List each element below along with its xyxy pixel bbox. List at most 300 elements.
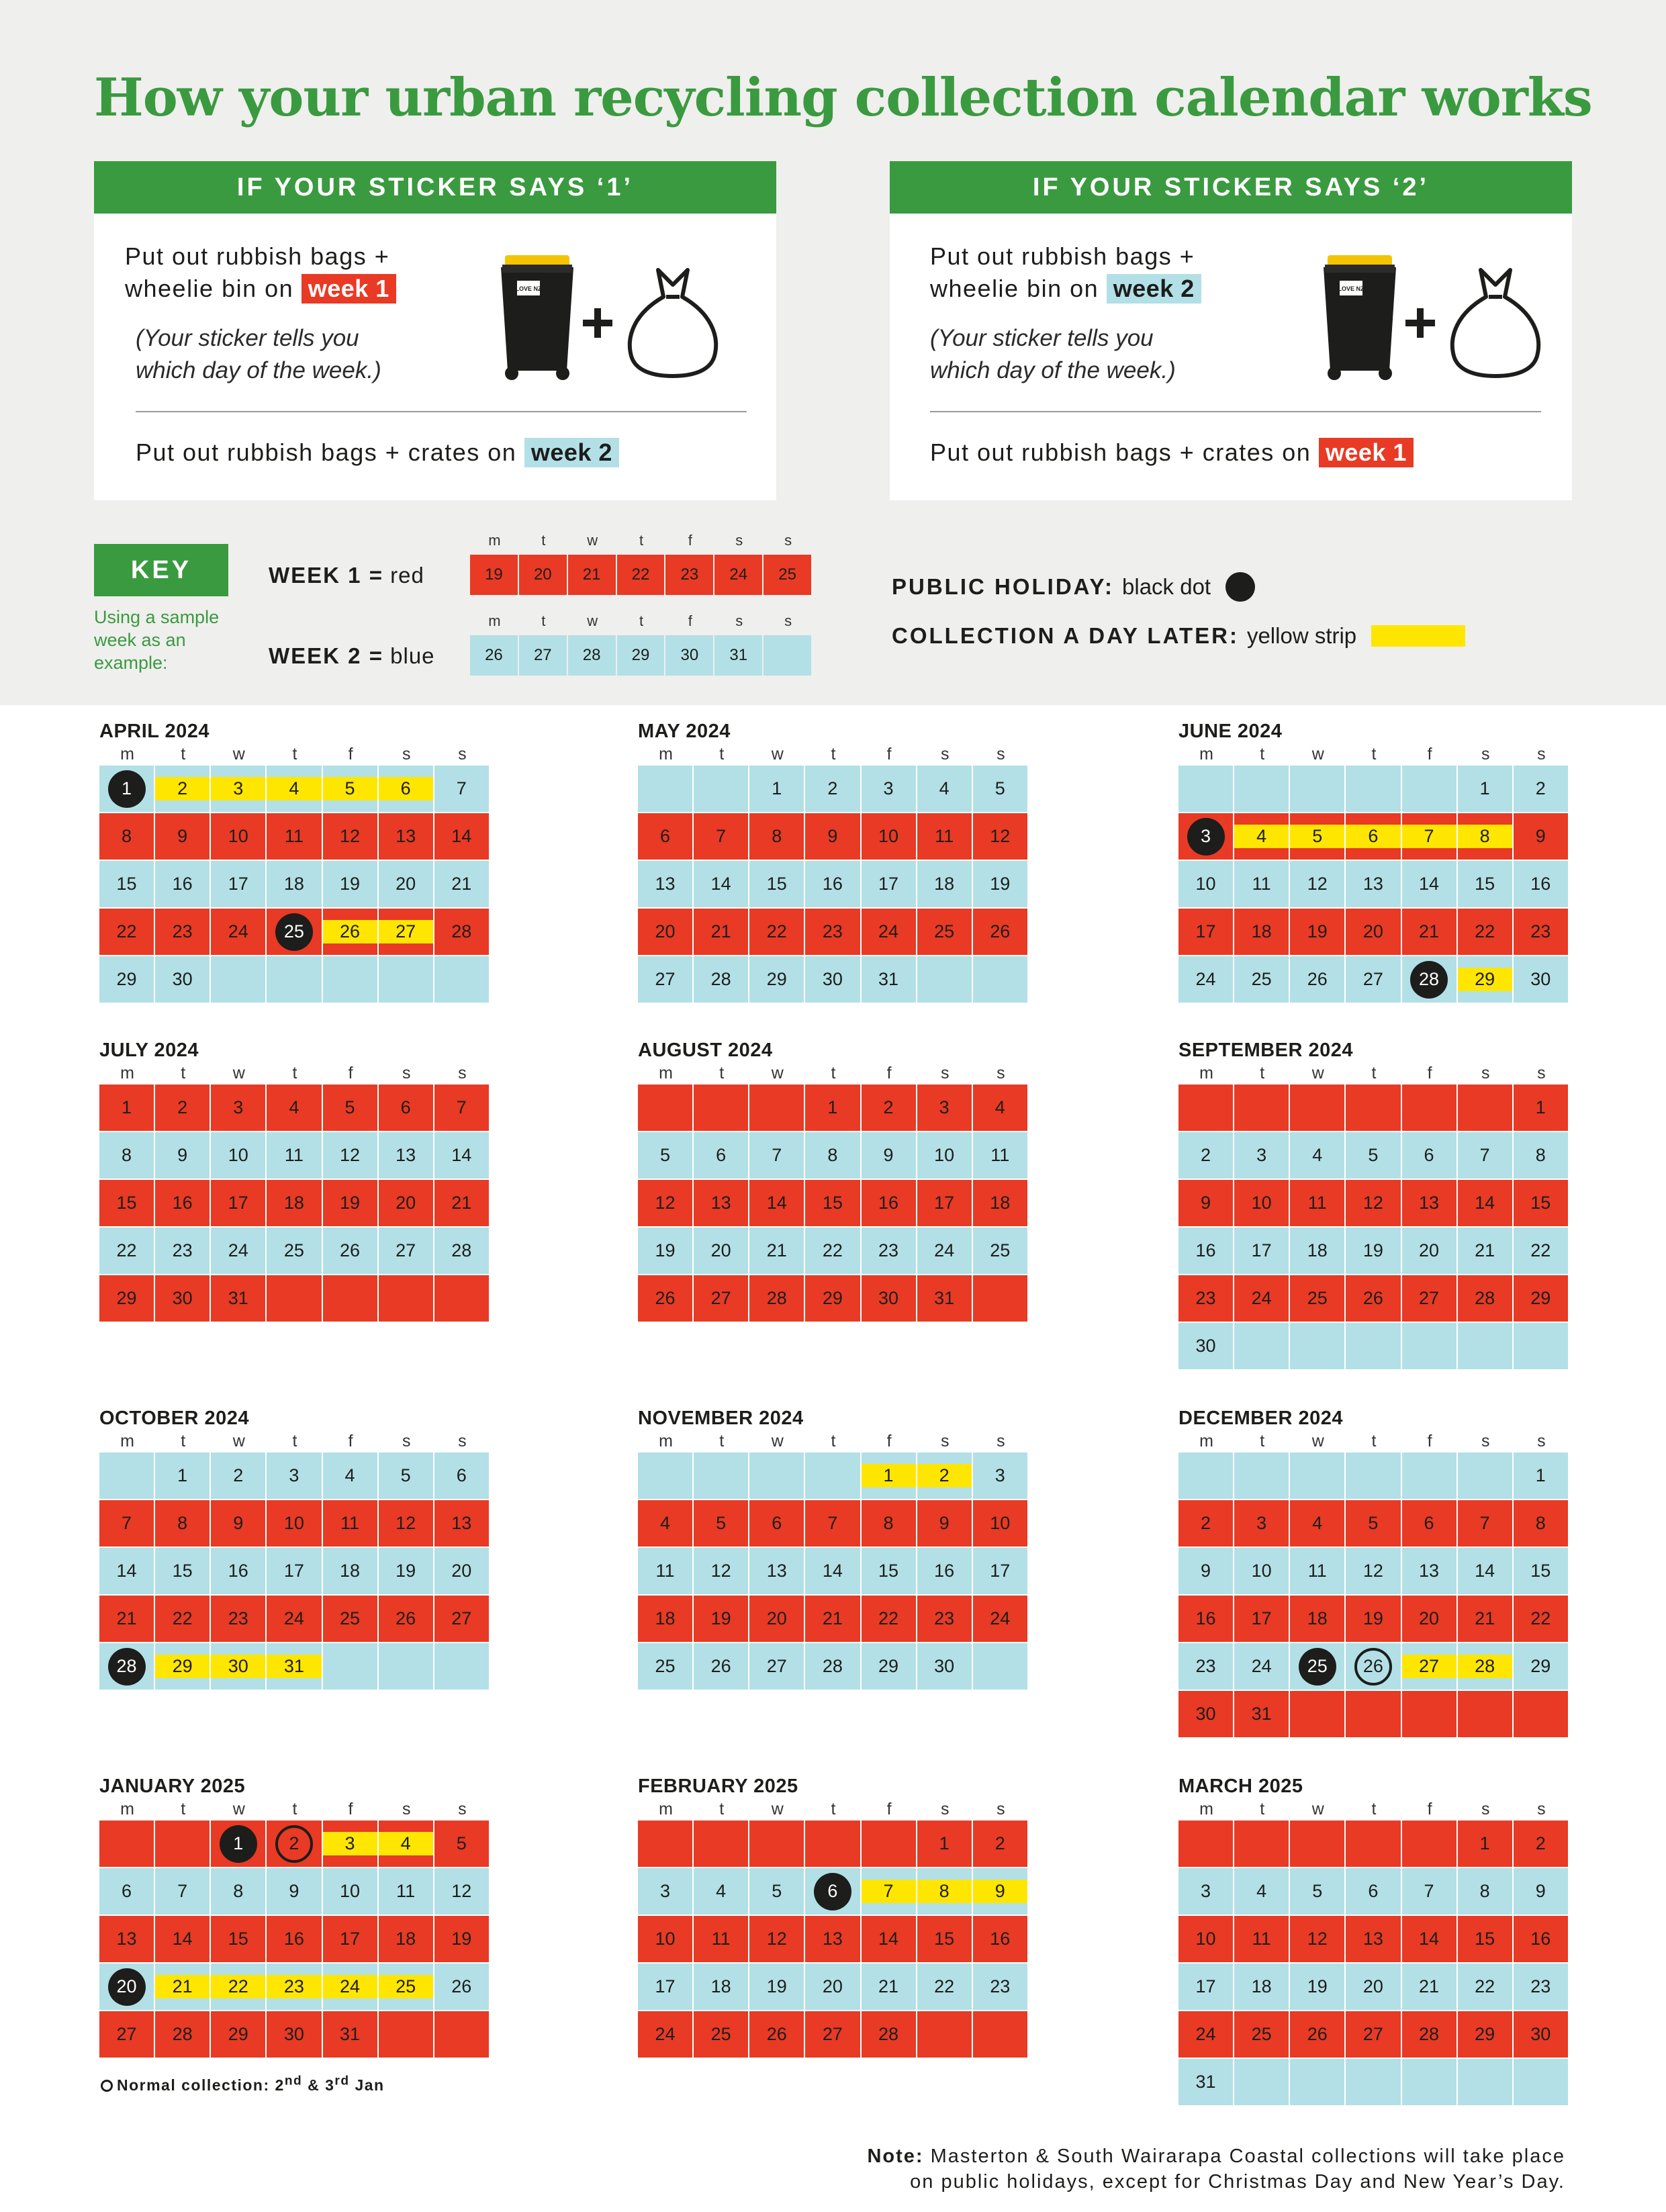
day-number: 18 bbox=[1251, 1976, 1272, 1996]
day-cell bbox=[1346, 1453, 1401, 1500]
month-title: OCTOBER 2024 bbox=[99, 1408, 250, 1429]
day-cell bbox=[1290, 1500, 1346, 1548]
day-number: 14 bbox=[116, 1561, 137, 1581]
day-cell bbox=[1178, 2011, 1234, 2059]
weekday-letter: t bbox=[292, 1064, 297, 1082]
january-footnote bbox=[101, 2074, 385, 2094]
day-number: 10 bbox=[655, 1929, 676, 1949]
day-cell bbox=[1458, 1085, 1514, 1132]
day-cell bbox=[1178, 1821, 1234, 1868]
day-cell bbox=[749, 1821, 805, 1868]
day-number: 25 bbox=[1307, 1288, 1328, 1308]
day-cell bbox=[973, 1868, 1029, 1916]
month-grid bbox=[1178, 1453, 1569, 1739]
day-number: 3 bbox=[994, 1465, 1005, 1485]
day-cell bbox=[211, 1596, 267, 1643]
weekday-letter: t bbox=[1260, 1064, 1265, 1082]
day-number: 15 bbox=[116, 1193, 137, 1213]
day-number: 22 bbox=[766, 921, 787, 941]
weekday-letter: t bbox=[181, 1064, 186, 1082]
day-number: 25 bbox=[1251, 2024, 1272, 2044]
day-cell bbox=[638, 1180, 694, 1228]
day-number: 15 bbox=[1530, 1561, 1551, 1581]
day-cell bbox=[638, 1085, 694, 1132]
day-number: 18 bbox=[710, 1976, 731, 1996]
day-cell bbox=[379, 1916, 434, 1964]
weekday-letter: s bbox=[1481, 745, 1490, 764]
day-number: 21 bbox=[878, 1976, 899, 1996]
day-cell bbox=[434, 813, 490, 861]
footnote-label: Note: bbox=[867, 2146, 924, 2167]
day-cell bbox=[1234, 1548, 1290, 1596]
day-number: 26 bbox=[990, 921, 1011, 941]
sample-day-cell: 22 bbox=[617, 555, 665, 595]
day-cell bbox=[694, 2011, 749, 2059]
day-cell bbox=[1234, 1323, 1290, 1371]
day-cell bbox=[1234, 1821, 1290, 1868]
day-cell bbox=[1402, 766, 1458, 813]
day-number: 10 bbox=[1251, 1561, 1272, 1581]
day-cell bbox=[805, 956, 861, 1004]
key-week2-title: WEEK 2 = bbox=[269, 643, 383, 668]
day-cell bbox=[1178, 1453, 1234, 1500]
day-number: 4 bbox=[660, 1513, 671, 1533]
day-number: 9 bbox=[1535, 826, 1546, 846]
day-number: 16 bbox=[822, 874, 843, 894]
day-number: 1 bbox=[1479, 778, 1490, 798]
day-number: 22 bbox=[228, 1976, 248, 1996]
day-cell bbox=[434, 2011, 490, 2059]
day-cell bbox=[1346, 1275, 1401, 1323]
month-grid bbox=[99, 1821, 490, 2059]
day-cell bbox=[155, 813, 211, 861]
day-number: 7 bbox=[1424, 1881, 1434, 1901]
weekday-letter: w bbox=[771, 1800, 784, 1818]
day-cell bbox=[638, 1548, 694, 1596]
day-cell bbox=[379, 1821, 434, 1868]
day-cell bbox=[917, 1821, 973, 1868]
day-cell bbox=[749, 1453, 805, 1500]
day-number: 23 bbox=[878, 1240, 899, 1260]
sticker-2-line2 bbox=[930, 273, 1201, 305]
page-title: How your urban recycling collection calendar works bbox=[94, 67, 1592, 128]
day-number: 25 bbox=[1307, 1656, 1328, 1676]
day-number: 29 bbox=[1530, 1288, 1551, 1308]
weekday-letter: t bbox=[719, 1064, 725, 1082]
month-october-2024 bbox=[99, 1407, 490, 1691]
day-number: 19 bbox=[1307, 921, 1328, 941]
day-cell bbox=[1346, 1548, 1401, 1596]
day-number: 8 bbox=[939, 1881, 950, 1901]
day-number: 19 bbox=[396, 1561, 416, 1581]
day-cell bbox=[1178, 1323, 1234, 1371]
day-number: 6 bbox=[827, 1881, 838, 1901]
day-number: 5 bbox=[772, 1881, 782, 1901]
day-cell bbox=[749, 1180, 805, 1228]
month-grid bbox=[638, 1453, 1029, 1691]
day-cell bbox=[1514, 1596, 1569, 1643]
day-cell bbox=[1402, 1643, 1458, 1691]
day-number: 14 bbox=[451, 826, 472, 846]
day-cell bbox=[1458, 1868, 1514, 1916]
day-number: 20 bbox=[451, 1561, 472, 1581]
weekday-letter: f bbox=[1427, 745, 1432, 764]
day-number: 2 bbox=[177, 1097, 188, 1117]
day-cell bbox=[323, 2011, 379, 2059]
day-cell bbox=[434, 1228, 490, 1275]
weekday-header bbox=[99, 743, 490, 766]
day-cell bbox=[917, 1643, 973, 1691]
day-cell bbox=[805, 813, 861, 861]
day-number: 4 bbox=[400, 1833, 411, 1853]
day-number: 4 bbox=[344, 1465, 355, 1485]
day-cell bbox=[1346, 909, 1401, 956]
day-cell bbox=[267, 813, 322, 861]
day-number: 14 bbox=[172, 1929, 193, 1949]
footnote-line1: Masterton & South Wairarapa Coastal collections will take place bbox=[930, 2146, 1565, 2167]
weekday-letter: m bbox=[1199, 1064, 1213, 1082]
day-number: 6 bbox=[1368, 1881, 1379, 1901]
day-number: 25 bbox=[340, 1608, 361, 1628]
day-cell bbox=[694, 1453, 749, 1500]
day-cell bbox=[1178, 766, 1234, 813]
day-number: 1 bbox=[883, 1465, 894, 1485]
day-cell bbox=[1290, 1275, 1346, 1323]
day-number: 26 bbox=[340, 1240, 361, 1260]
day-cell bbox=[638, 813, 694, 861]
day-number: 1 bbox=[827, 1097, 838, 1117]
month-grid bbox=[638, 1085, 1029, 1323]
day-number: 29 bbox=[822, 1288, 843, 1308]
day-number: 6 bbox=[400, 1097, 411, 1117]
day-cell bbox=[973, 813, 1029, 861]
day-number: 20 bbox=[396, 1193, 416, 1213]
day-cell bbox=[638, 1964, 694, 2011]
weekday-header bbox=[1178, 1062, 1569, 1085]
day-cell bbox=[917, 1453, 973, 1500]
day-number: 4 bbox=[994, 1097, 1005, 1117]
day-number: 23 bbox=[1530, 921, 1551, 941]
day-cell bbox=[1402, 1548, 1458, 1596]
day-number: 5 bbox=[1368, 1513, 1379, 1533]
sample-day-cell: 27 bbox=[519, 635, 567, 676]
day-number: 5 bbox=[456, 1833, 467, 1853]
day-number: 6 bbox=[716, 1145, 727, 1165]
day-number: 22 bbox=[172, 1608, 193, 1628]
day-cell bbox=[1514, 766, 1569, 813]
day-cell bbox=[1458, 766, 1514, 813]
month-title: APRIL 2024 bbox=[99, 721, 210, 742]
key-week2-label bbox=[269, 643, 435, 669]
day-cell bbox=[638, 1228, 694, 1275]
day-cell bbox=[862, 1821, 917, 1868]
day-number: 5 bbox=[1312, 1881, 1323, 1901]
sticker-1-line2 bbox=[125, 273, 396, 305]
day-number: 7 bbox=[827, 1513, 838, 1533]
day-cell bbox=[862, 766, 917, 813]
day-cell bbox=[1402, 1500, 1458, 1548]
sample-weekday-letter: m bbox=[488, 612, 501, 629]
day-number: 4 bbox=[716, 1881, 727, 1901]
day-number: 23 bbox=[990, 1976, 1011, 1996]
day-number: 7 bbox=[772, 1145, 782, 1165]
sample-day-cell: 24 bbox=[714, 555, 762, 595]
day-cell bbox=[1178, 1228, 1234, 1275]
day-cell bbox=[805, 1916, 861, 1964]
weekday-letter: t bbox=[292, 745, 297, 764]
day-number: 16 bbox=[228, 1561, 248, 1581]
day-number: 16 bbox=[1530, 1929, 1551, 1949]
day-number: 23 bbox=[228, 1608, 248, 1628]
day-cell bbox=[749, 909, 805, 956]
legend-holiday-desc: black dot bbox=[1122, 574, 1211, 599]
day-cell bbox=[805, 1275, 861, 1323]
day-cell bbox=[379, 1548, 434, 1596]
day-number: 15 bbox=[116, 874, 137, 894]
day-cell bbox=[862, 1180, 917, 1228]
day-number: 2 bbox=[994, 1833, 1005, 1853]
day-number: 11 bbox=[284, 1145, 304, 1165]
day-cell bbox=[805, 1964, 861, 2011]
day-number: 12 bbox=[1362, 1193, 1383, 1213]
day-cell bbox=[917, 1180, 973, 1228]
day-cell bbox=[973, 1180, 1029, 1228]
day-number: 27 bbox=[1419, 1288, 1440, 1308]
day-number: 14 bbox=[878, 1929, 899, 1949]
day-cell bbox=[155, 1916, 211, 1964]
day-number: 27 bbox=[1362, 969, 1383, 989]
day-number: 17 bbox=[283, 1561, 304, 1581]
day-number: 24 bbox=[283, 1608, 304, 1628]
day-cell bbox=[1346, 1916, 1401, 1964]
day-number: 9 bbox=[233, 1513, 244, 1533]
day-number: 16 bbox=[990, 1929, 1011, 1949]
month-title: NOVEMBER 2024 bbox=[638, 1408, 804, 1429]
day-number: 30 bbox=[228, 1656, 248, 1676]
day-cell bbox=[694, 1964, 749, 2011]
day-cell bbox=[434, 1180, 490, 1228]
day-number: 22 bbox=[1475, 1976, 1495, 1996]
day-number: 8 bbox=[122, 1145, 132, 1165]
day-cell bbox=[211, 1228, 267, 1275]
day-number: 16 bbox=[283, 1929, 304, 1949]
weekday-letter: t bbox=[1260, 745, 1265, 764]
day-cell bbox=[211, 766, 267, 813]
day-cell bbox=[1290, 1180, 1346, 1228]
day-cell bbox=[694, 1643, 749, 1691]
day-cell bbox=[1402, 2011, 1458, 2059]
day-number: 21 bbox=[766, 1240, 787, 1260]
day-number: 11 bbox=[1307, 1193, 1327, 1213]
day-number: 20 bbox=[1419, 1240, 1440, 1260]
day-number: 17 bbox=[655, 1976, 676, 1996]
day-cell bbox=[434, 1596, 490, 1643]
weekday-letter: m bbox=[120, 745, 134, 764]
day-number: 19 bbox=[1362, 1240, 1383, 1260]
day-cell bbox=[267, 956, 322, 1004]
day-cell bbox=[211, 1132, 267, 1180]
day-number: 25 bbox=[990, 1240, 1011, 1260]
day-number: 1 bbox=[177, 1465, 188, 1485]
day-number: 6 bbox=[1424, 1513, 1434, 1533]
weekday-letter: m bbox=[659, 1432, 673, 1450]
sample-week-2-cells bbox=[470, 635, 813, 676]
day-number: 12 bbox=[1362, 1561, 1383, 1581]
sample-day-cell: 23 bbox=[665, 555, 713, 595]
weekday-letter: s bbox=[1537, 1432, 1546, 1450]
day-number: 30 bbox=[1530, 969, 1551, 989]
day-number: 10 bbox=[228, 1145, 248, 1165]
day-number: 22 bbox=[822, 1240, 843, 1260]
day-number: 13 bbox=[1362, 874, 1383, 894]
day-number: 15 bbox=[1475, 874, 1495, 894]
day-number: 7 bbox=[456, 778, 467, 798]
day-number: 23 bbox=[822, 921, 843, 941]
day-cell bbox=[805, 1228, 861, 1275]
day-cell bbox=[917, 1500, 973, 1548]
day-cell bbox=[211, 1548, 267, 1596]
day-cell bbox=[862, 956, 917, 1004]
weekday-letter: m bbox=[120, 1432, 134, 1450]
day-cell bbox=[211, 861, 267, 909]
legend-later-label: COLLECTION A DAY LATER: bbox=[892, 623, 1239, 648]
day-cell bbox=[1346, 1132, 1401, 1180]
sticker-1-note1: (Your sticker tells you bbox=[136, 325, 359, 351]
day-number: 25 bbox=[396, 1976, 416, 1996]
day-cell bbox=[973, 1964, 1029, 2011]
day-cell bbox=[155, 1180, 211, 1228]
day-cell bbox=[211, 1275, 267, 1323]
day-number: 26 bbox=[766, 2024, 787, 2044]
day-cell bbox=[323, 1643, 379, 1691]
day-number: 13 bbox=[655, 874, 676, 894]
day-number: 25 bbox=[934, 921, 955, 941]
day-cell bbox=[1178, 1916, 1234, 1964]
footnote bbox=[692, 2144, 1565, 2195]
day-number: 19 bbox=[1307, 1976, 1328, 1996]
day-number: 16 bbox=[1195, 1240, 1216, 1260]
day-number: 22 bbox=[878, 1608, 899, 1628]
day-number: 13 bbox=[396, 826, 416, 846]
weekday-letter: s bbox=[1481, 1432, 1490, 1450]
day-number: 30 bbox=[1530, 2024, 1551, 2044]
weekday-letter: w bbox=[232, 1064, 245, 1082]
day-number: 6 bbox=[1368, 826, 1379, 846]
day-cell bbox=[1346, 813, 1401, 861]
day-cell bbox=[1458, 1180, 1514, 1228]
weekday-letter: t bbox=[831, 1800, 836, 1818]
day-number: 6 bbox=[122, 1881, 132, 1901]
weekday-letter: f bbox=[886, 1800, 892, 1818]
day-cell bbox=[323, 1453, 379, 1500]
day-cell bbox=[917, 1228, 973, 1275]
day-number: 7 bbox=[1424, 826, 1434, 846]
day-cell bbox=[1458, 956, 1514, 1004]
day-number: 15 bbox=[822, 1193, 843, 1213]
month-title: JULY 2024 bbox=[99, 1040, 199, 1061]
day-number: 14 bbox=[451, 1145, 472, 1165]
day-cell bbox=[99, 1180, 155, 1228]
day-number: 28 bbox=[1475, 1288, 1495, 1308]
day-cell bbox=[805, 1180, 861, 1228]
day-cell bbox=[323, 1275, 379, 1323]
day-number: 17 bbox=[990, 1561, 1011, 1581]
day-cell bbox=[638, 1643, 694, 1691]
key-note: Using a sample week as an example: bbox=[94, 607, 220, 673]
day-number: 9 bbox=[177, 826, 188, 846]
weekday-letter: s bbox=[458, 1432, 467, 1450]
day-cell bbox=[694, 1548, 749, 1596]
day-number: 28 bbox=[1475, 1656, 1495, 1676]
day-number: 5 bbox=[716, 1513, 727, 1533]
month-title: JANUARY 2025 bbox=[99, 1776, 246, 1797]
day-cell bbox=[917, 1132, 973, 1180]
plus-icon bbox=[583, 308, 612, 338]
day-cell bbox=[1290, 1821, 1346, 1868]
day-cell bbox=[1402, 861, 1458, 909]
day-cell bbox=[694, 1868, 749, 1916]
day-cell bbox=[1402, 1228, 1458, 1275]
weekday-letter: f bbox=[886, 745, 892, 764]
day-cell bbox=[1234, 1964, 1290, 2011]
day-cell bbox=[155, 1964, 211, 2011]
day-cell bbox=[862, 813, 917, 861]
day-number: 26 bbox=[396, 1608, 416, 1628]
weekday-letter: t bbox=[181, 1432, 186, 1450]
weekday-letter: m bbox=[1199, 1432, 1213, 1450]
day-cell bbox=[805, 1453, 861, 1500]
day-cell bbox=[379, 813, 434, 861]
weekday-letter: f bbox=[348, 1432, 353, 1450]
day-cell bbox=[694, 1821, 749, 1868]
day-number: 10 bbox=[1251, 1193, 1272, 1213]
sample-weekday-letter: t bbox=[639, 532, 644, 549]
day-number: 14 bbox=[1475, 1193, 1495, 1213]
weekday-header bbox=[99, 1430, 490, 1453]
weekday-letter: m bbox=[659, 745, 673, 764]
day-number: 24 bbox=[1251, 1656, 1272, 1676]
day-cell bbox=[211, 1964, 267, 2011]
day-number: 5 bbox=[1368, 1145, 1379, 1165]
day-cell bbox=[1178, 1085, 1234, 1132]
day-number: 18 bbox=[934, 874, 955, 894]
month-grid bbox=[1178, 1085, 1569, 1371]
day-cell bbox=[862, 1548, 917, 1596]
day-cell bbox=[1234, 1596, 1290, 1643]
sticker-2-note2: which day of the week.) bbox=[930, 357, 1176, 383]
day-number: 19 bbox=[340, 874, 361, 894]
day-number: 28 bbox=[822, 1656, 843, 1676]
day-number: 21 bbox=[451, 1193, 472, 1213]
day-cell bbox=[638, 2011, 694, 2059]
weekday-letter: t bbox=[831, 1064, 836, 1082]
day-number: 17 bbox=[228, 1193, 248, 1213]
day-cell bbox=[862, 1275, 917, 1323]
day-number: 6 bbox=[660, 826, 671, 846]
day-number: 28 bbox=[766, 1288, 787, 1308]
day-number: 5 bbox=[400, 1465, 411, 1485]
day-cell bbox=[1402, 1596, 1458, 1643]
day-number: 3 bbox=[1201, 826, 1211, 846]
day-cell bbox=[917, 1085, 973, 1132]
day-cell bbox=[862, 1228, 917, 1275]
day-cell bbox=[1346, 2011, 1401, 2059]
weekday-letter: w bbox=[1311, 1432, 1324, 1450]
sticker-1-divider bbox=[136, 411, 747, 412]
day-cell bbox=[1346, 1868, 1401, 1916]
day-cell bbox=[1290, 956, 1346, 1004]
day-cell bbox=[1346, 1180, 1401, 1228]
